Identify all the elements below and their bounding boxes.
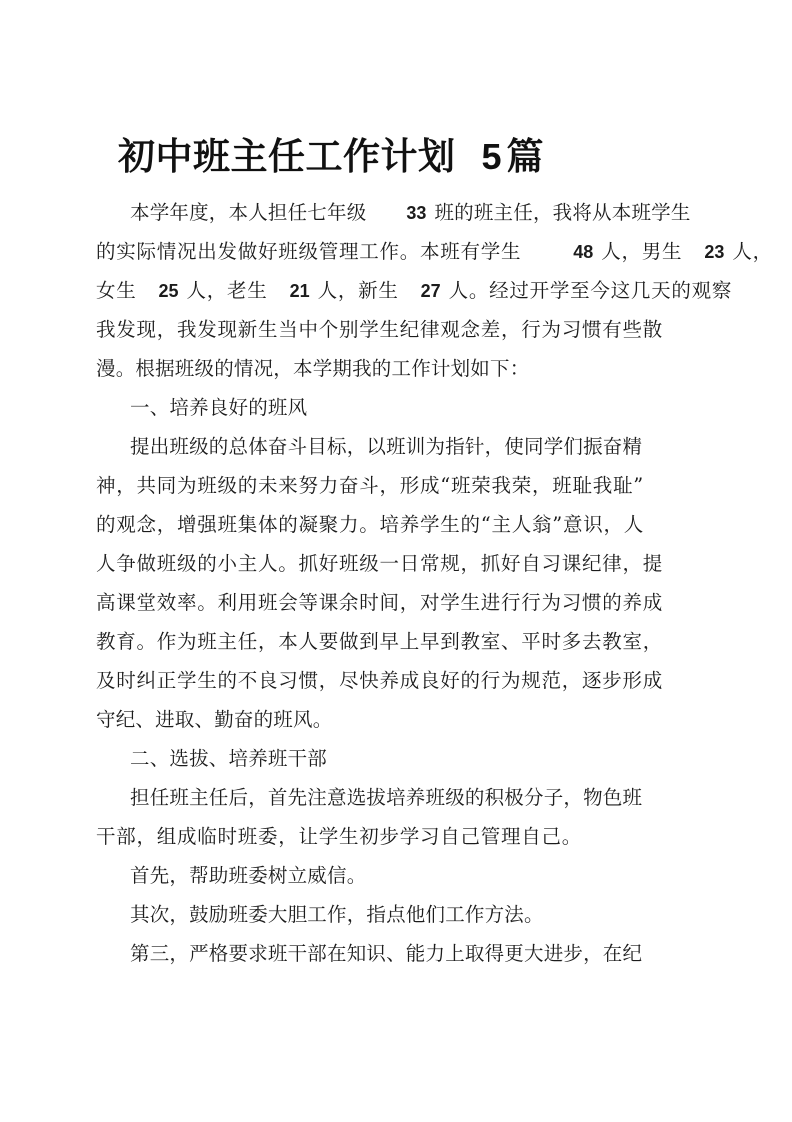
- body-line: [96, 310, 700, 349]
- text-run: 人争做班级的小主人。抓好班级一日常规，抓好自习课纪律，提: [96, 552, 664, 575]
- text-run: 漫。根据班级的情况，本学期我的工作计划如下：: [96, 357, 530, 380]
- body-line: [96, 427, 700, 466]
- body-line: [96, 934, 700, 973]
- body-line: [96, 271, 733, 310]
- text-run: 一、培养良好的班风: [130, 396, 308, 419]
- body-line: [96, 622, 700, 661]
- text-run: 教育。作为班主任，本人要做到早上早到教室、平时多去教室，: [96, 630, 664, 653]
- body-line: [96, 700, 700, 739]
- text-run: 守纪、进取、勤奋的班风。: [96, 708, 333, 731]
- inline-number: 48: [573, 242, 594, 262]
- body-line: [96, 388, 700, 427]
- body-line: [96, 349, 700, 388]
- text-run: 二、选拔、培养班干部: [130, 747, 328, 770]
- text-run: 人，男生: [601, 240, 683, 263]
- body-line: [96, 817, 700, 856]
- page-title-count: 5: [481, 135, 502, 177]
- text-run: 神，共同为班级的未来努力奋斗，形成“班荣我荣，班耻我耻”: [96, 474, 644, 497]
- page-title: [118, 132, 718, 181]
- inline-number: 27: [420, 281, 441, 301]
- text-run: 担任班主任后，首先注意选拔培养班级的积极分子，物色班: [130, 786, 643, 809]
- body-line: [96, 544, 700, 583]
- text-run: 人，: [732, 240, 773, 263]
- text-run: 人，老生: [186, 279, 268, 302]
- text-run: 其次，鼓励班委大胆工作，指点他们工作方法。: [130, 903, 544, 926]
- body-line: [96, 661, 700, 700]
- body-line: [96, 232, 773, 271]
- text-run: 高课堂效率。利用班会等课余时间，对学生进行行为习惯的养成: [96, 591, 664, 614]
- body-line: [96, 193, 700, 232]
- text-run: 本学年度，本人担任七年级: [130, 201, 367, 224]
- inline-number: 25: [158, 281, 179, 301]
- text-run: 女生: [96, 279, 137, 302]
- text-run: 干部，组成临时班委，让学生初步学习自己管理自己。: [96, 825, 583, 848]
- text-run: 首先，帮助班委树立威信。: [130, 864, 367, 887]
- body-line: [96, 856, 700, 895]
- page-title-unit: 篇: [506, 133, 545, 178]
- text-run: 提出班级的总体奋斗目标，以班训为指针，使同学们振奋精: [130, 435, 643, 458]
- inline-number: 23: [704, 242, 725, 262]
- text-run: 我发现，我发现新生当中个别学生纪律观念差，行为习惯有些散: [96, 318, 664, 341]
- inline-number: 21: [289, 281, 310, 301]
- body-line: [96, 466, 700, 505]
- body-line: [96, 778, 700, 817]
- text-run: 的观念，增强班集体的凝聚力。培养学生的“主人翁”意识，人: [96, 513, 644, 536]
- body-line: [96, 505, 700, 544]
- body-line: [96, 895, 700, 934]
- text-run: 人，新生: [317, 279, 399, 302]
- text-run: 人。经过开学至今这几天的观察: [448, 279, 733, 302]
- body-line: [96, 583, 700, 622]
- text-run: 第三，严格要求班干部在知识、能力上取得更大进步，在纪: [130, 942, 643, 965]
- document-body: [96, 193, 773, 973]
- text-run: 的实际情况出发做好班级管理工作。本班有学生: [96, 240, 522, 263]
- inline-number: 33: [406, 203, 427, 223]
- body-line: [96, 739, 700, 778]
- text-run: 班的班主任，我将从本班学生: [434, 201, 691, 224]
- text-run: 及时纠正学生的不良习惯，尽快养成良好的行为规范，逐步形成: [96, 669, 664, 692]
- page-title-main: 初中班主任工作计划: [118, 133, 456, 178]
